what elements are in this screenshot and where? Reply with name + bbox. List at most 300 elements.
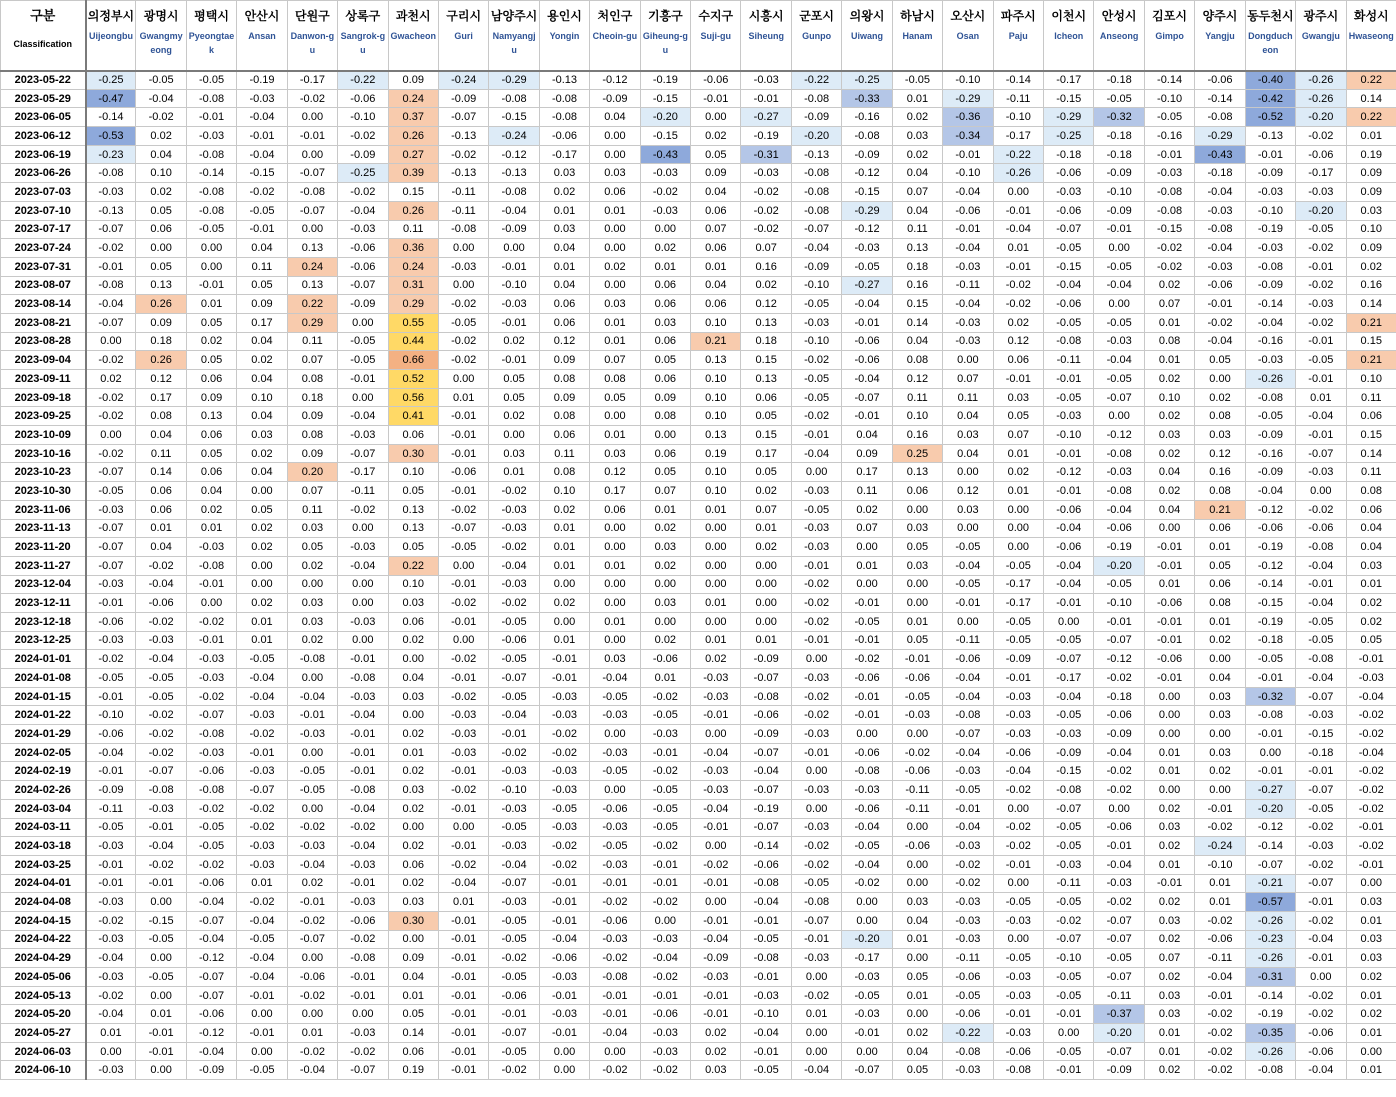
value-cell: -0.04: [993, 762, 1043, 781]
value-cell: -0.04: [1094, 500, 1144, 519]
value-cell: -0.02: [1346, 762, 1396, 781]
table-row: [1, 669, 1396, 688]
value-cell: 0.01: [1346, 1061, 1396, 1080]
value-cell: 0.14: [892, 313, 942, 332]
value-cell: 0.00: [943, 463, 993, 482]
column-label-ko: 수지구: [698, 9, 734, 23]
value-cell: 0.18: [136, 332, 186, 351]
value-cell: -0.04: [943, 687, 993, 706]
value-cell: -0.03: [943, 313, 993, 332]
column-label-ko: 의정부시: [87, 9, 135, 23]
value-cell: -0.08: [1245, 1061, 1295, 1080]
value-cell: -0.01: [741, 968, 791, 987]
value-cell: -0.03: [691, 669, 741, 688]
value-cell: -0.25: [1044, 127, 1094, 146]
value-cell: 0.10: [1346, 370, 1396, 389]
value-cell: -0.06: [1144, 650, 1194, 669]
value-cell: -0.05: [1094, 313, 1144, 332]
value-cell: 0.19: [388, 1061, 438, 1080]
row-date: 2024-03-25: [1, 855, 86, 874]
value-cell: 0.11: [1346, 388, 1396, 407]
value-cell: -0.05: [1044, 968, 1094, 987]
value-cell: -0.20: [1245, 799, 1295, 818]
value-cell: -0.13: [438, 127, 488, 146]
value-cell: -0.04: [287, 855, 337, 874]
value-cell: -0.06: [438, 463, 488, 482]
value-cell: 0.00: [489, 239, 539, 258]
value-cell: 0.13: [691, 351, 741, 370]
value-cell: 0.10: [691, 407, 741, 426]
value-cell: -0.25: [842, 71, 892, 90]
value-cell: 0.09: [539, 351, 589, 370]
value-cell: -0.12: [842, 220, 892, 239]
value-cell: 0.04: [892, 164, 942, 183]
value-cell: -0.03: [943, 893, 993, 912]
value-cell: -0.01: [1296, 426, 1346, 445]
value-cell: -0.10: [943, 71, 993, 90]
value-cell: 0.12: [590, 463, 640, 482]
value-cell: -0.05: [842, 612, 892, 631]
value-cell: -0.12: [1245, 818, 1295, 837]
column-label-ko: 평택시: [194, 9, 229, 23]
value-cell: -0.01: [489, 313, 539, 332]
value-cell: -0.04: [590, 669, 640, 688]
value-cell: -0.01: [489, 725, 539, 744]
value-cell: 0.00: [993, 538, 1043, 557]
value-cell: -0.09: [1245, 463, 1295, 482]
value-cell: -0.02: [489, 482, 539, 501]
value-cell: 0.01: [237, 874, 287, 893]
row-date: 2023-09-25: [1, 407, 86, 426]
value-cell: -0.09: [438, 89, 488, 108]
value-cell: -0.06: [1044, 164, 1094, 183]
value-cell: -0.02: [539, 725, 589, 744]
value-cell: -0.03: [86, 575, 136, 594]
value-cell: -0.06: [338, 911, 388, 930]
value-cell: -0.02: [438, 650, 488, 669]
value-cell: -0.01: [590, 986, 640, 1005]
column-label-en: Hanam: [902, 31, 933, 41]
value-cell: -0.14: [993, 71, 1043, 90]
value-cell: -0.01: [993, 370, 1043, 389]
value-cell: -0.09: [842, 145, 892, 164]
value-cell: -0.05: [943, 575, 993, 594]
value-cell: 0.05: [186, 444, 236, 463]
value-cell: -0.08: [791, 89, 841, 108]
value-cell: -0.07: [1044, 799, 1094, 818]
value-cell: -0.08: [943, 1042, 993, 1061]
value-cell: -0.07: [489, 874, 539, 893]
value-cell: 0.01: [892, 986, 942, 1005]
value-cell: -0.03: [943, 762, 993, 781]
row-date: 2023-12-04: [1, 575, 86, 594]
value-cell: -0.07: [287, 201, 337, 220]
value-cell: -0.02: [136, 725, 186, 744]
value-cell: -0.01: [186, 631, 236, 650]
value-cell: -0.04: [791, 444, 841, 463]
value-cell: 0.00: [640, 612, 690, 631]
value-cell: 0.16: [892, 426, 942, 445]
value-cell: -0.01: [691, 1005, 741, 1024]
value-cell: -0.15: [1044, 762, 1094, 781]
value-cell: -0.01: [136, 1024, 186, 1043]
value-cell: -0.07: [86, 463, 136, 482]
value-cell: -0.01: [842, 706, 892, 725]
row-date: 2023-08-21: [1, 313, 86, 332]
value-cell: 0.00: [691, 108, 741, 127]
column-header: [842, 1, 892, 71]
value-cell: -0.07: [741, 669, 791, 688]
value-cell: 0.01: [136, 1005, 186, 1024]
value-cell: 0.04: [539, 239, 589, 258]
value-cell: -0.02: [287, 911, 337, 930]
value-cell: -0.09: [1044, 743, 1094, 762]
value-cell: -0.03: [943, 257, 993, 276]
value-cell: -0.03: [237, 855, 287, 874]
value-cell: -0.03: [993, 725, 1043, 744]
row-date: 2023-11-27: [1, 556, 86, 575]
row-date: 2023-07-17: [1, 220, 86, 239]
value-cell: -0.01: [86, 762, 136, 781]
value-cell: -0.02: [539, 855, 589, 874]
column-header: [1245, 1, 1295, 71]
value-cell: -0.01: [691, 706, 741, 725]
value-cell: -0.16: [1245, 332, 1295, 351]
value-cell: 0.03: [590, 444, 640, 463]
value-cell: -0.03: [791, 725, 841, 744]
value-cell: -0.01: [590, 1005, 640, 1024]
value-cell: 0.02: [993, 313, 1043, 332]
value-cell: 0.07: [691, 220, 741, 239]
value-cell: 0.01: [993, 482, 1043, 501]
value-cell: -0.01: [438, 482, 488, 501]
value-cell: -0.19: [1245, 612, 1295, 631]
value-cell: -0.07: [1094, 631, 1144, 650]
value-cell: 0.02: [741, 276, 791, 295]
table-row: [1, 145, 1396, 164]
value-cell: -0.01: [539, 986, 589, 1005]
value-cell: -0.05: [842, 986, 892, 1005]
value-cell: 0.05: [691, 145, 741, 164]
value-cell: 0.09: [287, 407, 337, 426]
value-cell: -0.05: [1044, 893, 1094, 912]
value-cell: 0.00: [1144, 781, 1194, 800]
classification-header: [1, 1, 86, 71]
row-date: 2024-04-01: [1, 874, 86, 893]
value-cell: -0.02: [438, 145, 488, 164]
value-cell: -0.03: [186, 127, 236, 146]
value-cell: -0.35: [1245, 1024, 1295, 1043]
value-cell: 0.01: [1144, 1024, 1194, 1043]
value-cell: -0.05: [338, 332, 388, 351]
column-header: [1296, 1, 1346, 71]
value-cell: 0.07: [741, 500, 791, 519]
value-cell: -0.15: [136, 911, 186, 930]
value-cell: -0.04: [741, 893, 791, 912]
value-cell: -0.08: [842, 762, 892, 781]
value-cell: 0.24: [287, 257, 337, 276]
table-row: [1, 1042, 1396, 1061]
value-cell: 0.12: [741, 295, 791, 314]
value-cell: -0.15: [1044, 257, 1094, 276]
value-cell: 0.02: [1346, 257, 1396, 276]
value-cell: 0.02: [1144, 482, 1194, 501]
value-cell: -0.02: [1195, 1061, 1245, 1080]
value-cell: 0.00: [1346, 1042, 1396, 1061]
value-cell: 0.02: [388, 837, 438, 856]
value-cell: -0.04: [842, 370, 892, 389]
value-cell: -0.01: [1044, 1005, 1094, 1024]
value-cell: -0.03: [993, 986, 1043, 1005]
column-label-ko: 광명시: [143, 9, 179, 23]
value-cell: 0.01: [590, 556, 640, 575]
column-label-ko: 기흥구: [647, 9, 683, 23]
value-cell: -0.05: [640, 799, 690, 818]
value-cell: 0.01: [1346, 127, 1396, 146]
value-cell: 0.01: [539, 257, 589, 276]
value-cell: -0.02: [640, 893, 690, 912]
row-date: 2023-09-04: [1, 351, 86, 370]
value-cell: -0.06: [539, 949, 589, 968]
value-cell: -0.05: [1296, 351, 1346, 370]
value-cell: -0.01: [86, 257, 136, 276]
value-cell: -0.03: [1296, 295, 1346, 314]
value-cell: -0.01: [438, 1005, 488, 1024]
value-cell: -0.02: [1296, 855, 1346, 874]
value-cell: -0.03: [943, 1061, 993, 1080]
value-cell: 0.01: [691, 631, 741, 650]
value-cell: -0.05: [438, 538, 488, 557]
value-cell: -0.03: [640, 725, 690, 744]
value-cell: -0.01: [943, 220, 993, 239]
value-cell: 0.00: [590, 239, 640, 258]
value-cell: -0.05: [741, 1061, 791, 1080]
table-row: [1, 911, 1396, 930]
value-cell: -0.03: [1296, 706, 1346, 725]
value-cell: 0.02: [1144, 276, 1194, 295]
value-cell: 0.08: [1195, 594, 1245, 613]
value-cell: -0.01: [1044, 1061, 1094, 1080]
value-cell: -0.05: [489, 687, 539, 706]
value-cell: -0.08: [338, 781, 388, 800]
value-cell: -0.02: [993, 818, 1043, 837]
value-cell: -0.03: [489, 500, 539, 519]
value-cell: -0.53: [86, 127, 136, 146]
value-cell: -0.07: [1296, 444, 1346, 463]
value-cell: -0.01: [741, 89, 791, 108]
value-cell: -0.06: [489, 631, 539, 650]
value-cell: -0.03: [1044, 407, 1094, 426]
value-cell: -0.05: [186, 71, 236, 90]
value-cell: -0.10: [1094, 183, 1144, 202]
value-cell: -0.06: [136, 594, 186, 613]
column-label-ko: 용인시: [547, 9, 582, 23]
value-cell: 0.14: [1346, 444, 1396, 463]
value-cell: -0.03: [741, 71, 791, 90]
value-cell: -0.12: [489, 145, 539, 164]
value-cell: 0.00: [892, 575, 942, 594]
value-cell: -0.01: [186, 276, 236, 295]
value-cell: -0.02: [136, 743, 186, 762]
value-cell: -0.05: [1044, 239, 1094, 258]
value-cell: -0.29: [489, 71, 539, 90]
value-cell: -0.04: [237, 687, 287, 706]
value-cell: -0.05: [791, 500, 841, 519]
value-cell: -0.05: [791, 370, 841, 389]
value-cell: -0.02: [741, 183, 791, 202]
column-label-en: Danwon-gu: [290, 31, 335, 55]
value-cell: -0.04: [1296, 930, 1346, 949]
classification-label-ko: 구분: [30, 8, 56, 23]
value-cell: -0.18: [1245, 631, 1295, 650]
value-cell: -0.05: [943, 781, 993, 800]
value-cell: 0.00: [438, 239, 488, 258]
value-cell: -0.19: [1245, 1005, 1295, 1024]
value-cell: -0.01: [640, 855, 690, 874]
value-cell: 0.02: [186, 332, 236, 351]
value-cell: -0.06: [842, 351, 892, 370]
value-cell: -0.06: [1296, 1024, 1346, 1043]
row-date: 2023-07-24: [1, 239, 86, 258]
value-cell: 0.03: [287, 612, 337, 631]
table-row: [1, 874, 1396, 893]
value-cell: 0.01: [590, 313, 640, 332]
value-cell: 0.37: [388, 108, 438, 127]
value-cell: 0.01: [388, 743, 438, 762]
value-cell: -0.05: [1296, 612, 1346, 631]
value-cell: 0.00: [237, 1005, 287, 1024]
value-cell: -0.01: [338, 725, 388, 744]
value-cell: 0.14: [388, 1024, 438, 1043]
value-cell: -0.14: [86, 108, 136, 127]
value-cell: -0.03: [338, 855, 388, 874]
value-cell: 0.17: [741, 444, 791, 463]
value-cell: -0.04: [1094, 743, 1144, 762]
value-cell: 0.00: [237, 575, 287, 594]
value-cell: -0.10: [1245, 201, 1295, 220]
column-label-en: Cheoin-gu: [592, 31, 638, 41]
value-cell: 0.13: [741, 313, 791, 332]
value-cell: -0.05: [489, 612, 539, 631]
value-cell: 0.00: [1144, 725, 1194, 744]
value-cell: -0.01: [1144, 631, 1194, 650]
value-cell: -0.27: [842, 276, 892, 295]
value-cell: 0.11: [287, 500, 337, 519]
value-cell: 0.07: [741, 239, 791, 258]
value-cell: -0.05: [1094, 949, 1144, 968]
value-cell: -0.09: [741, 725, 791, 744]
value-cell: -0.06: [489, 986, 539, 1005]
value-cell: -0.07: [1296, 687, 1346, 706]
value-cell: -0.02: [943, 855, 993, 874]
value-cell: -0.02: [489, 1061, 539, 1080]
value-cell: -0.04: [338, 837, 388, 856]
value-cell: -0.07: [186, 986, 236, 1005]
value-cell: -0.08: [186, 725, 236, 744]
value-cell: -0.09: [1094, 164, 1144, 183]
value-cell: -0.05: [640, 706, 690, 725]
value-cell: 0.00: [287, 145, 337, 164]
value-cell: -0.01: [1346, 650, 1396, 669]
value-cell: -0.03: [338, 538, 388, 557]
value-cell: -0.01: [590, 874, 640, 893]
value-cell: 0.66: [388, 351, 438, 370]
value-cell: -0.03: [993, 968, 1043, 987]
value-cell: 0.01: [1144, 1042, 1194, 1061]
value-cell: -0.10: [86, 706, 136, 725]
value-cell: -0.05: [1094, 257, 1144, 276]
value-cell: -0.11: [1044, 874, 1094, 893]
value-cell: 0.00: [691, 837, 741, 856]
value-cell: -0.05: [993, 949, 1043, 968]
column-label-ko: 동두천시: [1247, 9, 1294, 23]
value-cell: 0.21: [1195, 500, 1245, 519]
value-cell: 0.00: [1296, 968, 1346, 987]
value-cell: 0.07: [842, 519, 892, 538]
value-cell: -0.13: [438, 164, 488, 183]
value-cell: 0.09: [539, 388, 589, 407]
value-cell: 0.00: [1044, 1024, 1094, 1043]
table-row: [1, 612, 1396, 631]
value-cell: 0.06: [186, 463, 236, 482]
value-cell: -0.06: [892, 837, 942, 856]
value-cell: -0.07: [338, 1061, 388, 1080]
row-date: 2023-10-23: [1, 463, 86, 482]
value-cell: -0.03: [86, 183, 136, 202]
value-cell: 0.00: [791, 650, 841, 669]
value-cell: 0.15: [1346, 332, 1396, 351]
value-cell: -0.02: [438, 295, 488, 314]
value-cell: 0.01: [993, 239, 1043, 258]
value-cell: 0.09: [1346, 239, 1396, 258]
column-label-en: Namyangju: [492, 31, 536, 55]
table-row: [1, 201, 1396, 220]
value-cell: -0.10: [791, 276, 841, 295]
value-cell: -0.02: [741, 201, 791, 220]
value-cell: 0.16: [1195, 463, 1245, 482]
value-cell: -0.10: [993, 108, 1043, 127]
row-date: 2023-06-05: [1, 108, 86, 127]
value-cell: 0.00: [590, 725, 640, 744]
value-cell: -0.11: [338, 482, 388, 501]
value-cell: -0.01: [842, 687, 892, 706]
column-header: [287, 1, 337, 71]
value-cell: -0.06: [892, 762, 942, 781]
value-cell: 0.12: [943, 482, 993, 501]
column-label-ko: 안성시: [1101, 9, 1137, 23]
value-cell: 0.13: [388, 500, 438, 519]
column-label-ko: 이천시: [1051, 9, 1087, 23]
value-cell: -0.08: [539, 89, 589, 108]
value-cell: 0.04: [943, 444, 993, 463]
value-cell: -0.02: [287, 1042, 337, 1061]
table-body: [1, 71, 1396, 1080]
value-cell: 0.10: [539, 482, 589, 501]
value-cell: 0.00: [1094, 295, 1144, 314]
value-cell: 0.00: [438, 370, 488, 389]
value-cell: 0.01: [237, 612, 287, 631]
value-cell: -0.02: [1195, 911, 1245, 930]
value-cell: 0.03: [237, 426, 287, 445]
value-cell: -0.01: [1144, 669, 1194, 688]
value-cell: -0.01: [338, 650, 388, 669]
value-cell: -0.24: [489, 127, 539, 146]
value-cell: -0.07: [86, 313, 136, 332]
value-cell: 0.02: [1144, 799, 1194, 818]
value-cell: -0.17: [539, 145, 589, 164]
value-cell: 0.00: [590, 276, 640, 295]
value-cell: -0.04: [1044, 556, 1094, 575]
